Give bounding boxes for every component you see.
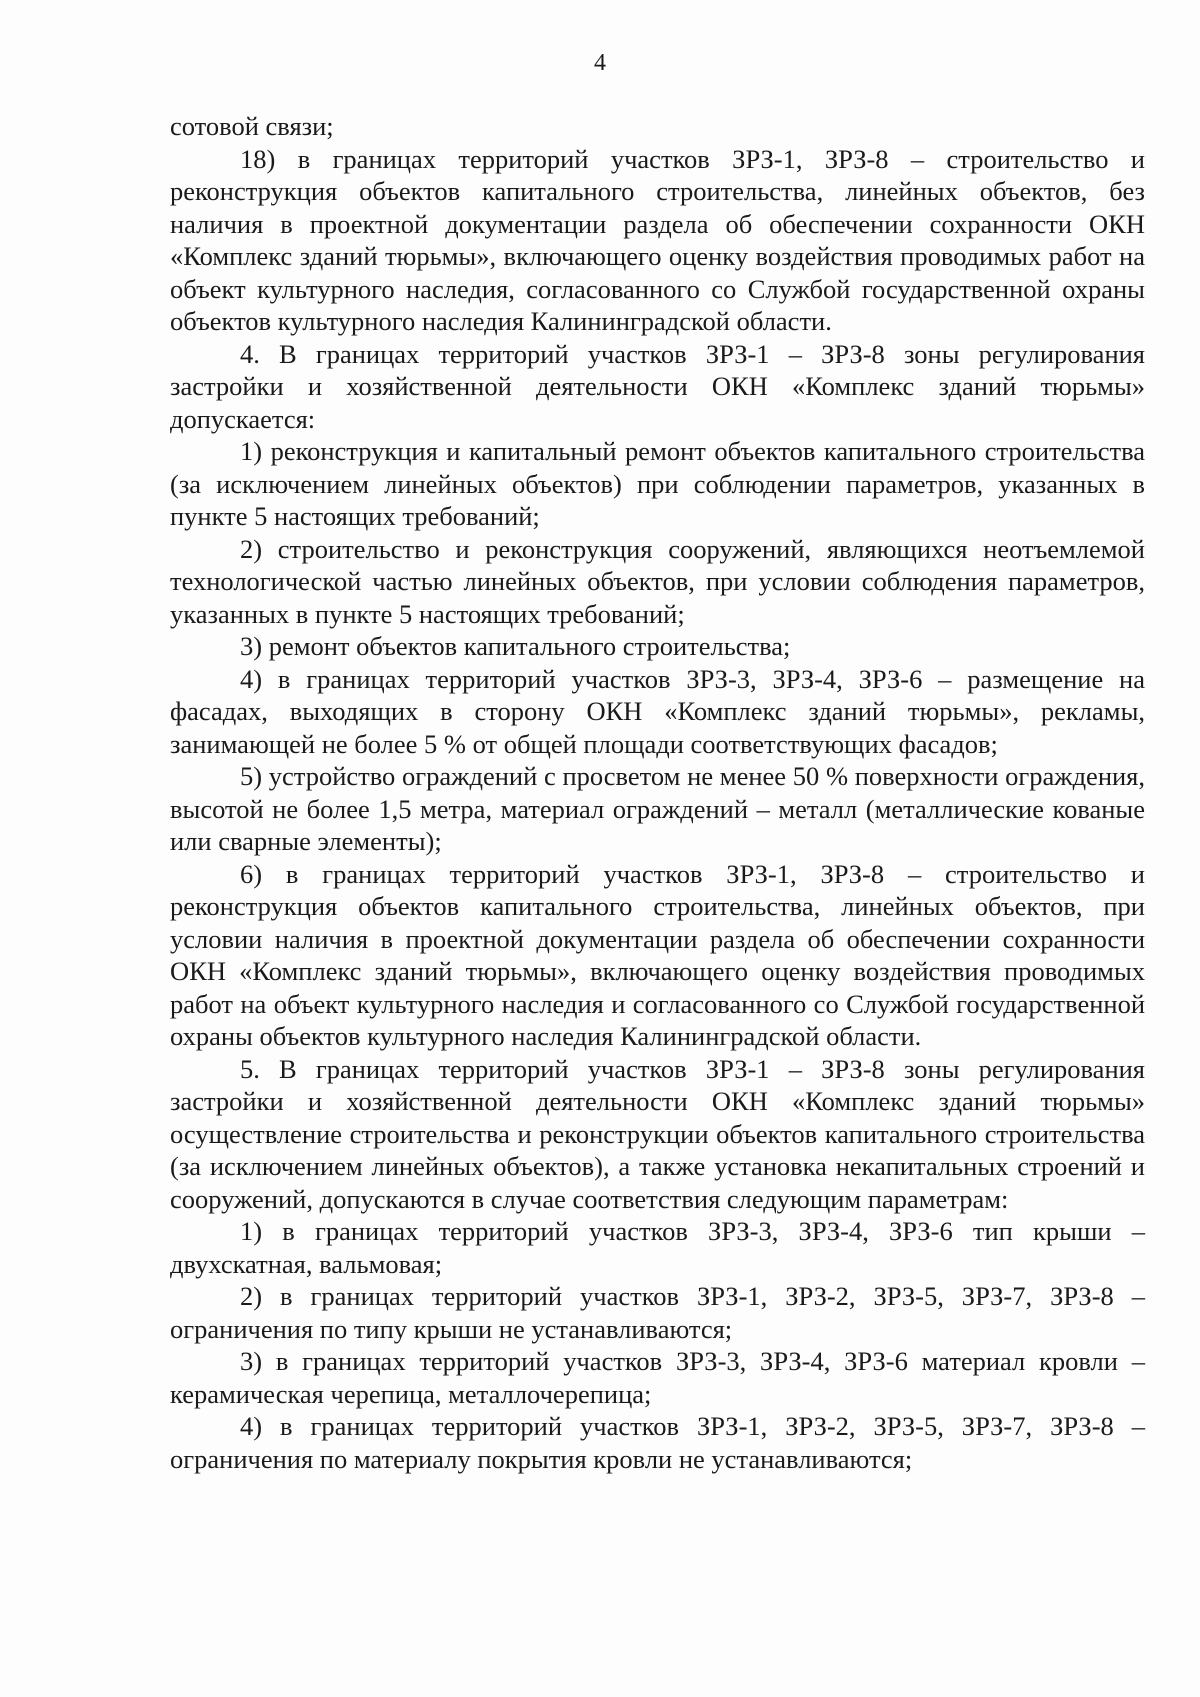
paragraph-continuation: сотовой связи; — [170, 111, 334, 141]
section-5-item-3: 3) в границах территорий участков ЗРЗ-3, ЗРЗ-4, ЗРЗ-6 материал кровли – керамическая черепица, металлочерепица; — [170, 1346, 1145, 1409]
section-5-item-4: 4) в границах территорий участков ЗРЗ-1, ЗРЗ-2, ЗРЗ-5, ЗРЗ-7, ЗРЗ-8 – ограничения по материалу покрытия кровли не устанавливаются; — [170, 1411, 1145, 1474]
section-5-item-2: 2) в границах территорий участков ЗРЗ-1, ЗРЗ-2, ЗРЗ-5, ЗРЗ-7, ЗРЗ-8 – ограничения по типу крыши не устанавливаются; — [170, 1281, 1145, 1344]
page-number: 4 — [594, 50, 606, 76]
section-5-intro: 5. В границах территорий участков ЗРЗ-1 – ЗРЗ-8 зоны регулирования застройки и хозяйственной деятельности ОКН «Комплекс зданий тюрьмы» осуществление строительства и реконструкции объектов капитального строительства (за исключением линейных объектов), а также установка некапитальных строений и сооружений, допускаются в случае соответствия следующим параметрам: — [170, 1053, 1145, 1214]
section-4-intro: 4. В границах территорий участков ЗРЗ-1 – ЗРЗ-8 зоны регулирования застройки и хозяйственной деятельности ОКН «Комплекс зданий тюрьмы» допускается: — [170, 338, 1145, 434]
section-4-item-3: 3) ремонт объектов капитального строительства; — [240, 631, 791, 661]
section-4-item-4: 4) в границах территорий участков ЗРЗ-3, ЗРЗ-4, ЗРЗ-6 – размещение на фасадах, выходящих в сторону ОКН «Комплекс зданий тюрьмы», рекламы, занимающей не более 5 % от общей площади соответствующих фасадов; — [170, 663, 1145, 759]
section-5-item-1: 1) в границах территорий участков ЗРЗ-3, ЗРЗ-4, ЗРЗ-6 тип крыши – двухскатная, вальмовая; — [170, 1216, 1145, 1279]
section-4-item-6: 6) в границах территорий участков ЗРЗ-1, ЗРЗ-8 – строительство и реконструкция объектов капитального строительства, линейных объектов, при условии наличия в проектной документации раздела об обеспечении сохранности ОКН «Комплекс зданий тюрьмы», включающего оценку воздействия проводимых работ на объект культурного наследия и согласованного со Службой государственной охраны объектов культурного наследия Калининградской области. — [170, 858, 1145, 1051]
document-body — [170, 110, 1145, 1475]
list-item-18: 18) в границах территорий участков ЗРЗ-1, ЗРЗ-8 – строительство и реконструкция объектов капитального строительства, линейных объектов, без наличия в проектной документации раздела об обеспечении сохранности ОКН «Комплекс зданий тюрьмы», включающего оценку воздействия проводимых работ на объект культурного наследия, согласованного со Службой государственной охраны объектов культурного наследия Калининградской области. — [170, 143, 1145, 336]
section-4-item-2: 2) строительство и реконструкция сооружений, являющихся неотъемлемой технологической частью линейных объектов, при условии соблюдения параметров, указанных в пункте 5 настоящих требований; — [170, 533, 1145, 629]
section-4-item-1: 1) реконструкция и капитальный ремонт объектов капитального строительства (за исключением линейных объектов) при соблюдении параметров, указанных в пункте 5 настоящих требований; — [170, 436, 1145, 531]
section-4-item-5: 5) устройство ограждений с просветом не менее 50 % поверхности ограждения, высотой не более 1,5 метра, материал ограждений – металл (металлические кованые или сварные элементы); — [170, 761, 1145, 856]
